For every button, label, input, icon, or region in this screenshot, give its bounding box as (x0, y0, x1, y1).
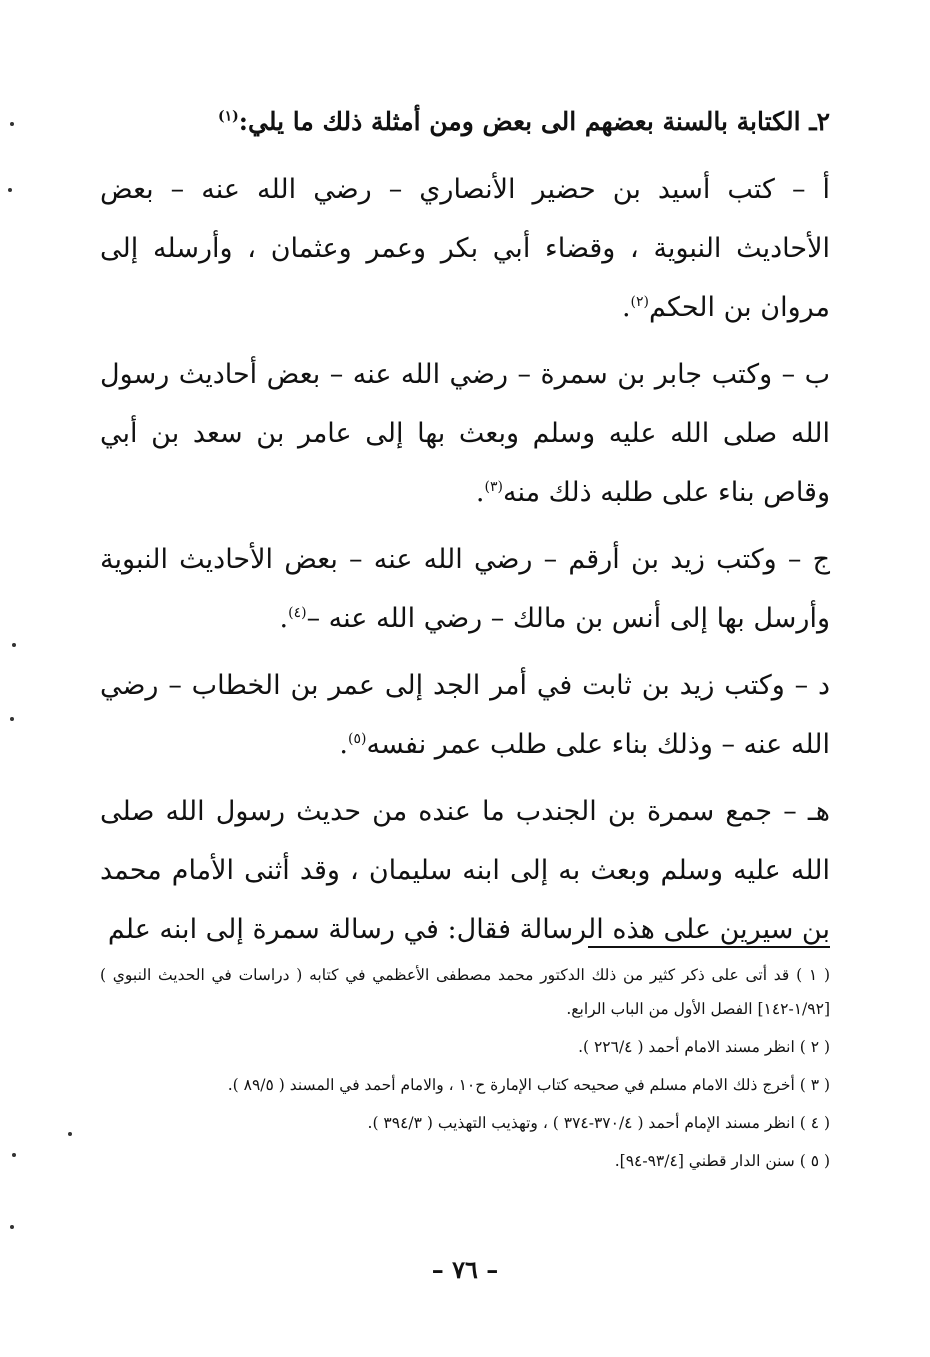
paragraph-text: د – وكتب زيد بن ثابت في أمر الجد إلى عمر بن الخطاب – رضي الله عنه – وذلك بناء على طلب عمر نفسه (100, 670, 830, 760)
footnote-ref: (٣) (484, 479, 503, 495)
footnote-ref: (٥) (348, 731, 367, 747)
paragraph-a (100, 160, 830, 337)
footnote-divider (588, 946, 830, 948)
scan-speck (12, 643, 16, 647)
scan-speck (10, 122, 14, 126)
scan-speck (12, 1153, 16, 1157)
footnote-ref: (٤) (288, 605, 307, 621)
paragraph-end: . (475, 477, 485, 508)
paragraph-end: . (621, 292, 631, 323)
footnote-3: ( ٣ ) أخرج ذلك الامام مسلم في صحيحه كتاب الإمارة ح١٠ ، والامام أحمد في المسند ( ٨٩/٥ ). (227, 1076, 830, 1094)
body-text (100, 160, 830, 967)
footnote-2: ( ٢ ) انظر مسند الامام أحمد ( ٢٢٦/٤ ). (578, 1038, 830, 1056)
heading-text: ٢ـ الكتابة بالسنة بعضهم الى بعض ومن أمثلة ذلك ما يلي: (238, 107, 830, 136)
scan-speck (10, 717, 14, 721)
paragraph-text: أ – كتب أسيد بن حضير الأنصاري – رضي الله عنه – بعض الأحاديث النبوية ، وقضاء أبي بكر وعمر وعثمان ، وأرسله إلى مروان بن الحكم (100, 174, 830, 323)
paragraph-e (100, 782, 830, 959)
scan-speck (68, 1132, 72, 1136)
footnote-ref: (٢) (630, 294, 649, 310)
paragraph-end: . (279, 603, 289, 634)
scan-speck (10, 1225, 14, 1229)
paragraph-text: هـ – جمع سمرة بن الجندب ما عنده من حديث رسول الله صلى الله عليه وسلم وبعث به إلى ابنه سليمان ، وقد أثنى الأمام محمد بن سيرين على هذه الرسالة فقال: في رسالة سمرة إلى ابنه علم (100, 796, 830, 945)
paragraph-end: . (339, 729, 349, 760)
heading-footnote-ref: (١) (217, 108, 239, 125)
footnote-5: ( ٥ ) سنن الدار قطني [٩٣/٤-٩٤]. (614, 1152, 830, 1170)
footnotes (100, 958, 830, 1182)
section-heading (100, 100, 830, 144)
page-number: – ٧٦ – (431, 1255, 499, 1284)
paragraph-c (100, 530, 830, 648)
paragraph-text: ج – وكتب زيد بن أرقم – رضي الله عنه – بعض الأحاديث النبوية وأرسل بها إلى أنس بن مالك – رضي الله عنه – (100, 544, 830, 634)
footnote-4: ( ٤ ) انظر مسند الإمام أحمد ( ٣٧٠/٤-٣٧٤ ) ، وتهذيب التهذيب ( ٣٩٤/٣ ). (367, 1114, 830, 1132)
paragraph-text: ب – وكتب جابر بن سمرة – رضي الله عنه – بعض أحاديث رسول الله صلى الله عليه وسلم وبعث بها إلى عامر بن سعد بن أبي وقاص بناء على طلبه ذلك منه (100, 359, 830, 508)
scan-speck (8, 188, 12, 192)
footnote-1: ( ١ ) قد أتى على ذكر كثير من ذلك الدكتور محمد مصطفى الأعظمي في كتابه ( دراسات في الحديث النبوي ) [١/٩٢-١٤٢] الفصل الأول من الباب الرابع. (100, 966, 830, 1018)
paragraph-b (100, 345, 830, 522)
paragraph-d (100, 656, 830, 774)
